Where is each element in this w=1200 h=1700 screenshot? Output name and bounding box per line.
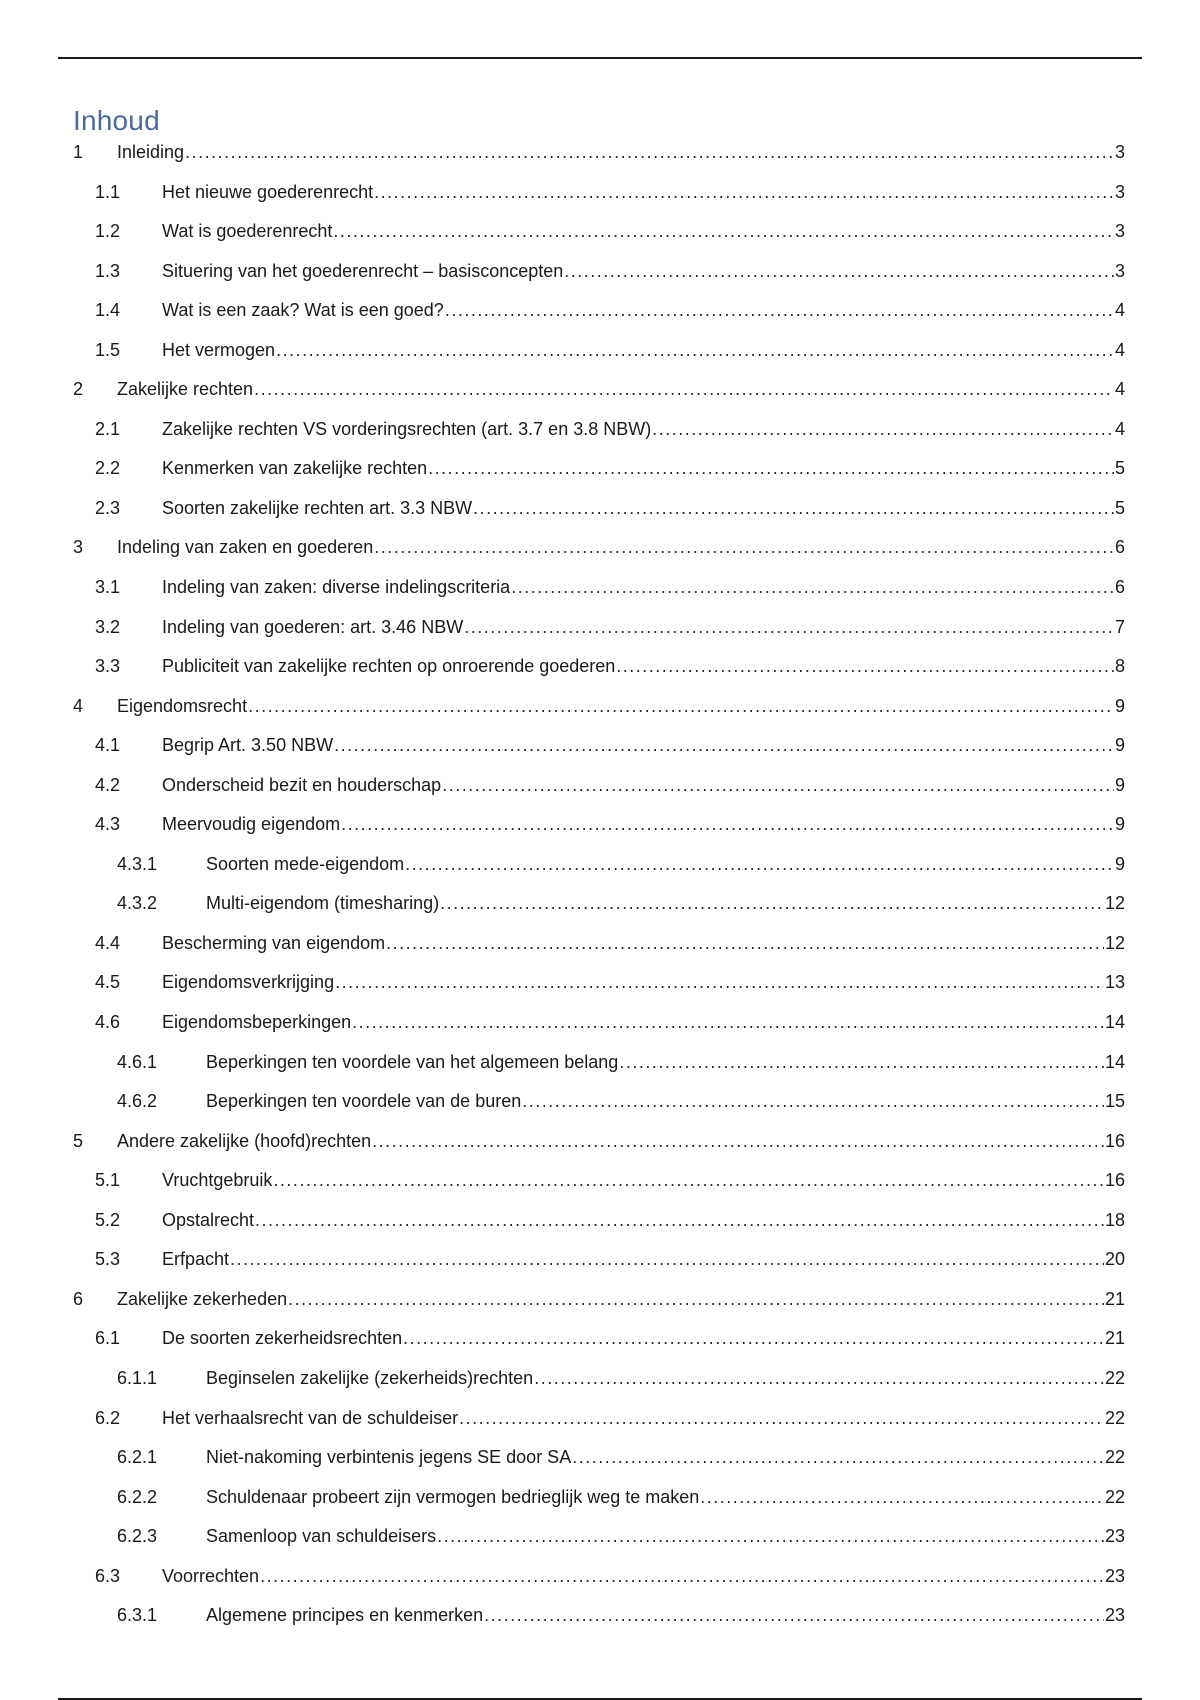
toc-entry-title[interactable]: Soorten mede-eigendom <box>206 853 405 874</box>
toc-title: Inhoud <box>73 104 160 136</box>
header-rule <box>58 57 1142 59</box>
toc-dot-leader <box>386 924 1104 964</box>
toc-entry[interactable] <box>73 133 1125 173</box>
toc-entry-number: 4.3 <box>95 814 121 835</box>
toc-dot-leader <box>405 845 1114 885</box>
toc-entry-number: 4.1 <box>95 735 121 756</box>
toc-dot-leader <box>403 1319 1104 1359</box>
toc-entry-page-number[interactable]: 12 <box>1104 932 1125 953</box>
toc-dot-leader <box>273 1161 1104 1201</box>
toc-entry-title[interactable]: Beginselen zakelijke (zekerheids)rechten <box>206 1367 534 1388</box>
toc-entry-title[interactable]: Erfpacht <box>162 1249 230 1270</box>
toc-entry-number: 6.1 <box>95 1328 121 1349</box>
toc-entry-title[interactable]: Schuldenaar probeert zijn vermogen bedrieglijk weg te maken <box>206 1486 700 1507</box>
toc-entry-title[interactable]: Het verhaalsrecht van de schuldeiser <box>162 1407 459 1428</box>
toc-entry-number: 6 <box>73 1288 84 1309</box>
toc-entry[interactable] <box>73 845 1125 885</box>
toc-entry[interactable] <box>73 1161 1125 1201</box>
toc-entry-number: 4.6.2 <box>117 1091 158 1112</box>
toc-dot-leader <box>459 1399 1104 1439</box>
toc-entry-number: 6.2.2 <box>117 1486 158 1507</box>
toc-entry-title[interactable]: Wat is een zaak? Wat is een goed? <box>162 300 444 321</box>
table-of-contents <box>73 133 1125 1636</box>
toc-entry-number: 4.5 <box>95 972 121 993</box>
toc-dot-leader <box>445 291 1114 331</box>
toc-entry[interactable] <box>73 331 1125 371</box>
toc-entry-title[interactable]: Wat is goederenrecht <box>162 221 333 242</box>
toc-entry-title[interactable]: Niet-nakoming verbintenis jegens SE door SA <box>206 1447 572 1468</box>
toc-dot-leader <box>333 212 1114 252</box>
toc-entry-page-number[interactable]: 22 <box>1104 1447 1125 1468</box>
toc-entry-title[interactable]: Beperkingen ten voordele van het algemeen belang <box>206 1051 619 1072</box>
toc-dot-leader <box>652 410 1114 450</box>
toc-entry-page-number[interactable]: 18 <box>1104 1209 1125 1230</box>
toc-entry-title[interactable]: Meervoudig eigendom <box>162 814 341 835</box>
toc-entry[interactable] <box>73 1478 1125 1518</box>
toc-entry-number: 6.2 <box>95 1407 121 1428</box>
toc-entry-page-number[interactable]: 5 <box>1114 458 1125 479</box>
toc-entry-page-number[interactable]: 4 <box>1114 339 1125 360</box>
toc-entry-page-number[interactable]: 13 <box>1104 972 1125 993</box>
toc-entry-title[interactable]: Voorrechten <box>162 1565 260 1586</box>
toc-entry[interactable] <box>73 1280 1125 1320</box>
toc-entry-number: 4.2 <box>95 774 121 795</box>
toc-entry-title[interactable]: De soorten zekerheidsrechten <box>162 1328 403 1349</box>
toc-entry-title[interactable]: Indeling van zaken en goederen <box>117 537 374 558</box>
toc-entry[interactable] <box>73 252 1125 292</box>
toc-entry[interactable] <box>73 1003 1125 1043</box>
toc-entry-number: 4.3.2 <box>117 893 158 914</box>
toc-entry-number: 3.1 <box>95 577 121 598</box>
toc-entry-page-number[interactable]: 5 <box>1114 497 1125 518</box>
toc-entry-title[interactable]: Begrip Art. 3.50 NBW <box>162 735 334 756</box>
toc-entry-page-number[interactable]: 21 <box>1104 1288 1125 1309</box>
toc-entry-page-number[interactable]: 23 <box>1104 1605 1125 1626</box>
toc-entry[interactable] <box>73 884 1125 924</box>
toc-entry[interactable] <box>73 173 1125 213</box>
toc-dot-leader <box>442 766 1114 806</box>
toc-entry-page-number[interactable]: 4 <box>1114 379 1125 400</box>
toc-entry-number: 2.1 <box>95 418 121 439</box>
toc-entry[interactable] <box>73 1082 1125 1122</box>
toc-entry-title[interactable]: Beperkingen ten voordele van de buren <box>206 1091 522 1112</box>
toc-entry-title[interactable]: Onderscheid bezit en houderschap <box>162 774 442 795</box>
toc-entry-page-number[interactable]: 8 <box>1114 656 1125 677</box>
toc-dot-leader <box>428 449 1114 489</box>
toc-entry-page-number[interactable]: 6 <box>1114 537 1125 558</box>
toc-entry[interactable] <box>73 1596 1125 1636</box>
toc-entry[interactable] <box>73 1201 1125 1241</box>
toc-entry-page-number[interactable]: 14 <box>1104 1012 1125 1033</box>
toc-entry-page-number[interactable]: 9 <box>1114 735 1125 756</box>
toc-entry-page-number[interactable]: 22 <box>1104 1407 1125 1428</box>
toc-entry-title[interactable]: Eigendomsrecht <box>117 695 248 716</box>
toc-entry-page-number[interactable]: 14 <box>1104 1051 1125 1072</box>
toc-entry-number: 2 <box>73 379 84 400</box>
toc-entry-title[interactable]: Zakelijke rechten <box>117 379 254 400</box>
toc-entry-page-number[interactable]: 7 <box>1114 616 1125 637</box>
toc-entry[interactable] <box>73 805 1125 845</box>
toc-entry-page-number[interactable]: 4 <box>1114 418 1125 439</box>
toc-entry-page-number[interactable]: 22 <box>1104 1486 1125 1507</box>
toc-entry[interactable] <box>73 766 1125 806</box>
toc-entry-number: 1.2 <box>95 221 121 242</box>
toc-entry[interactable] <box>73 1438 1125 1478</box>
toc-entry[interactable] <box>73 726 1125 766</box>
toc-dot-leader <box>564 252 1114 292</box>
toc-entry[interactable] <box>73 1359 1125 1399</box>
toc-entry-page-number[interactable]: 16 <box>1104 1170 1125 1191</box>
toc-entry-title[interactable]: Inleiding <box>117 142 185 162</box>
toc-dot-leader <box>260 1557 1104 1597</box>
toc-entry-number: 6.3.1 <box>117 1605 158 1626</box>
toc-entry-page-number[interactable]: 3 <box>1114 181 1125 202</box>
toc-entry-number: 4.4 <box>95 932 121 953</box>
toc-entry-number: 1.1 <box>95 181 121 202</box>
toc-entry-number: 3 <box>73 537 84 558</box>
toc-entry-number: 6.3 <box>95 1565 121 1586</box>
toc-dot-leader <box>484 1596 1104 1636</box>
toc-entry[interactable] <box>73 449 1125 489</box>
toc-entry-number: 4.6 <box>95 1012 121 1033</box>
toc-entry[interactable] <box>73 212 1125 252</box>
toc-entry-number: 5.2 <box>95 1209 121 1230</box>
toc-entry-page-number[interactable]: 9 <box>1114 814 1125 835</box>
toc-entry[interactable] <box>73 687 1125 727</box>
toc-dot-leader <box>700 1478 1104 1518</box>
toc-dot-leader <box>372 1122 1104 1162</box>
toc-entry-page-number[interactable]: 16 <box>1104 1130 1125 1151</box>
toc-entry[interactable] <box>73 568 1125 608</box>
toc-dot-leader <box>335 963 1104 1003</box>
toc-entry-number: 6.2.3 <box>117 1526 158 1547</box>
toc-entry-title[interactable]: Samenloop van schuldeisers <box>206 1526 437 1547</box>
toc-dot-leader <box>288 1280 1104 1320</box>
toc-entry-number: 1.5 <box>95 339 121 360</box>
toc-entry-title[interactable]: Kenmerken van zakelijke rechten <box>162 458 428 479</box>
toc-entry-title[interactable]: Situering van het goederenrecht – basisconcepten <box>162 260 564 281</box>
toc-entry-page-number[interactable]: 12 <box>1104 893 1125 914</box>
toc-entry[interactable] <box>73 924 1125 964</box>
toc-dot-leader <box>248 687 1114 727</box>
toc-entry[interactable] <box>73 489 1125 529</box>
toc-entry-number: 6.2.1 <box>117 1447 158 1468</box>
toc-entry-title[interactable]: Publiciteit van zakelijke rechten op onroerende goederen <box>162 656 616 677</box>
toc-entry[interactable] <box>73 608 1125 648</box>
toc-entry-number: 1.4 <box>95 300 121 321</box>
toc-entry-title[interactable]: Algemene principes en kenmerken <box>206 1605 484 1626</box>
toc-dot-leader <box>276 331 1114 371</box>
toc-entry[interactable] <box>73 1557 1125 1597</box>
toc-entry[interactable] <box>73 1122 1125 1162</box>
toc-dot-leader <box>334 726 1114 766</box>
toc-entry-title[interactable]: Het nieuwe goederenrecht <box>162 181 374 202</box>
toc-entry-number: 4.6.1 <box>117 1051 158 1072</box>
toc-entry-page-number[interactable]: 21 <box>1104 1328 1125 1349</box>
toc-dot-leader <box>440 884 1104 924</box>
toc-entry[interactable] <box>73 410 1125 450</box>
toc-entry-number: 1.3 <box>95 260 121 281</box>
toc-entry-page-number[interactable]: 6 <box>1114 577 1125 598</box>
toc-entry-page-number[interactable]: 23 <box>1104 1565 1125 1586</box>
toc-entry-title[interactable]: Andere zakelijke (hoofd)rechten <box>117 1130 372 1151</box>
toc-entry[interactable] <box>73 1319 1125 1359</box>
toc-entry[interactable] <box>73 1399 1125 1439</box>
toc-entry-number: 2.3 <box>95 497 121 518</box>
toc-entry-title[interactable]: Eigendomsbeperkingen <box>162 1012 352 1033</box>
toc-dot-leader <box>464 608 1114 648</box>
toc-dot-leader <box>185 133 1114 173</box>
toc-entry-title[interactable]: Soorten zakelijke rechten art. 3.3 NBW <box>162 497 473 518</box>
toc-entry-number: 3.2 <box>95 616 121 637</box>
toc-entry-page-number[interactable]: 4 <box>1114 300 1125 321</box>
toc-dot-leader <box>341 805 1114 845</box>
toc-entry-title[interactable]: Zakelijke rechten VS vorderingsrechten (art. 3.7 en 3.8 NBW) <box>162 418 652 439</box>
toc-dot-leader <box>616 647 1114 687</box>
toc-entry-page-number[interactable]: 3 <box>1114 221 1125 242</box>
toc-dot-leader <box>619 1043 1104 1083</box>
toc-entry-page-number[interactable]: 23 <box>1104 1526 1125 1547</box>
toc-entry-title[interactable]: Het vermogen <box>162 339 276 360</box>
toc-entry-title[interactable]: Indeling van goederen: art. 3.46 NBW <box>162 616 464 637</box>
toc-entry[interactable] <box>73 963 1125 1003</box>
toc-dot-leader <box>352 1003 1104 1043</box>
toc-entry-title[interactable]: Opstalrecht <box>162 1209 255 1230</box>
toc-entry-page-number[interactable]: 15 <box>1104 1091 1125 1112</box>
toc-entry-number: 1 <box>73 142 84 162</box>
toc-entry-page-number[interactable]: 20 <box>1104 1249 1125 1270</box>
toc-entry[interactable] <box>73 647 1125 687</box>
toc-dot-leader <box>374 173 1114 213</box>
toc-entry-number: 5.3 <box>95 1249 121 1270</box>
toc-entry[interactable] <box>73 291 1125 331</box>
toc-dot-leader <box>511 568 1114 608</box>
toc-entry-number: 4.3.1 <box>117 853 158 874</box>
toc-entry-title[interactable]: Bescherming van eigendom <box>162 932 386 953</box>
toc-entry[interactable] <box>73 528 1125 568</box>
toc-dot-leader <box>230 1240 1104 1280</box>
toc-entry-title[interactable]: Multi-eigendom (timesharing) <box>206 893 440 914</box>
toc-dot-leader <box>522 1082 1104 1122</box>
toc-dot-leader <box>534 1359 1104 1399</box>
toc-entry[interactable] <box>73 1517 1125 1557</box>
toc-entry[interactable] <box>73 370 1125 410</box>
toc-entry-page-number[interactable]: 9 <box>1114 774 1125 795</box>
toc-entry-title[interactable]: Zakelijke zekerheden <box>117 1288 288 1309</box>
toc-entry-page-number[interactable]: 22 <box>1104 1367 1125 1388</box>
toc-entry-number: 6.1.1 <box>117 1367 158 1388</box>
toc-dot-leader <box>374 528 1114 568</box>
toc-entry-number: 4 <box>73 695 84 716</box>
toc-dot-leader <box>254 370 1114 410</box>
toc-entry-title[interactable]: Vruchtgebruik <box>162 1170 273 1191</box>
toc-dot-leader <box>572 1438 1104 1478</box>
toc-entry-title[interactable]: Eigendomsverkrijging <box>162 972 335 993</box>
toc-dot-leader <box>437 1517 1104 1557</box>
toc-entry-page-number[interactable]: 9 <box>1114 695 1125 716</box>
toc-dot-leader <box>255 1201 1104 1241</box>
toc-entry-number: 5 <box>73 1130 84 1151</box>
toc-dot-leader <box>473 489 1114 529</box>
toc-entry-number: 2.2 <box>95 458 121 479</box>
toc-entry-title[interactable]: Indeling van zaken: diverse indelingscriteria <box>162 577 511 598</box>
toc-entry-page-number[interactable]: 3 <box>1114 142 1125 162</box>
toc-entry-number: 3.3 <box>95 656 121 677</box>
toc-entry-page-number[interactable]: 9 <box>1114 853 1125 874</box>
toc-entry-number: 5.1 <box>95 1170 121 1191</box>
toc-entry[interactable] <box>73 1240 1125 1280</box>
toc-entry[interactable] <box>73 1043 1125 1083</box>
toc-entry-page-number[interactable]: 3 <box>1114 260 1125 281</box>
